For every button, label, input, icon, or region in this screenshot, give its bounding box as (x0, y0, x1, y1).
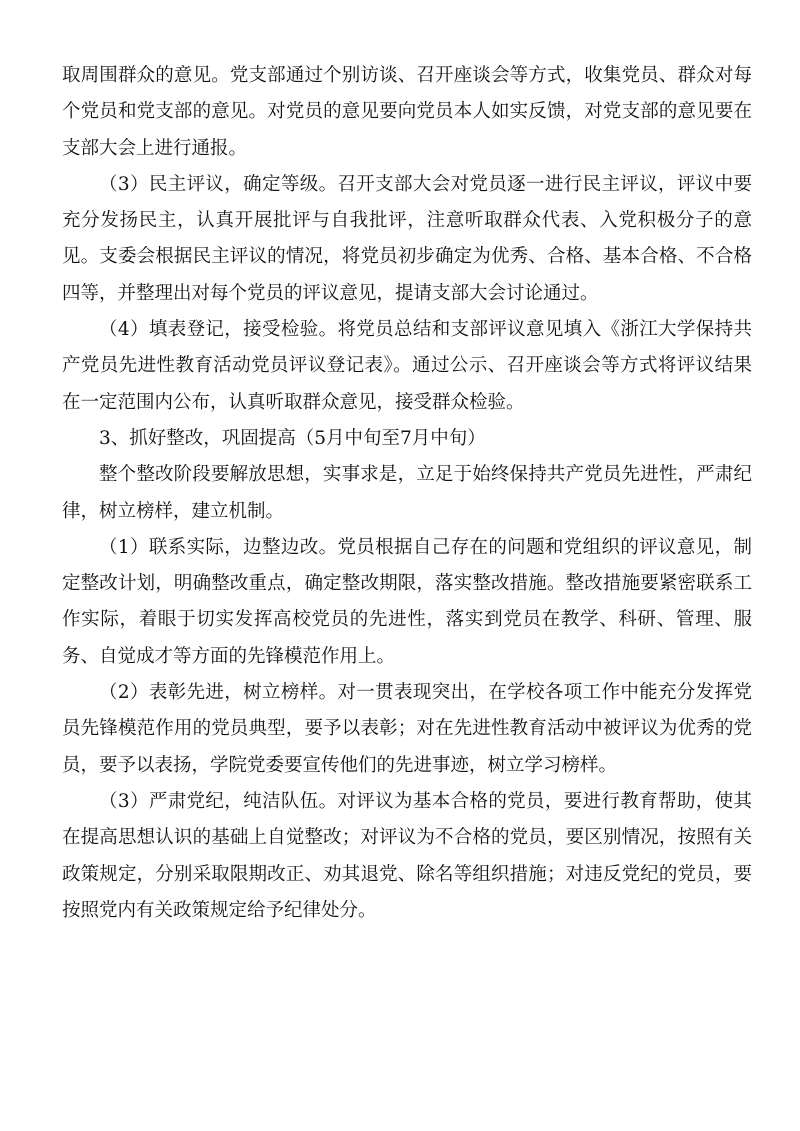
paragraph-commend-advanced: （2）表彰先进，树立榜样。对一贯表现突出，在学校各项工作中能充分发挥党员先锋模范作用的党员典型，要予以表彰；对在先进性教育活动中被评议为优秀的党员，要予以表扬，学院党委要宣传他们的先进事迹，树立学习榜样。 (62, 682, 752, 776)
paragraph-registration: （4）填表登记，接受检验。将党员总结和支部评议意见填入《浙江大学保持共产党员先进性教育活动党员评议登记表》。通过公示、召开座谈会等方式将评议结果在一定范围内公布，认真听取群众意见，接受群众检验。 (62, 319, 752, 413)
paragraph-rectification-overview: 整个整改阶段要解放思想，实事求是，立足于始终保持共产党员先进性，严肃纪律，树立榜样，建立机制。 (62, 464, 752, 522)
paragraph-link-practice: （1）联系实际，边整边改。党员根据自己存在的问题和党组织的评议意见，制定整改计划，明确整改重点，确定整改期限，落实整改措施。整改措施要紧密联系工作实际，着眼于切实发挥高校党员的先进性，落实到党员在教学、科研、管理、服务、自觉成才等方面的先锋模范作用上。 (62, 536, 752, 667)
section-heading-rectification: 3、抓好整改，巩固提高（5月中旬至7月中旬） (99, 427, 486, 449)
paragraph-party-discipline: （3）严肃党纪，纯洁队伍。对评议为基本合格的党员，要进行教育帮助，使其在提高思想认识的基础上自觉整改；对评议为不合格的党员，要区别情况，按照有关政策规定，分别采取限期改正、劝其退党、除名等组织措施；对违反党纪的党员，要按照党内有关政策规定给予纪律处分。 (62, 790, 752, 921)
paragraph-democratic-evaluation: （3）民主评议，确定等级。召开支部大会对党员逐一进行民主评议，评议中要充分发扬民主，认真开展批评与自我批评，注意听取群众代表、入党积极分子的意见。支委会根据民主评议的情况，将党员初步确定为优秀、合格、基本合格、不合格四等，并整理出对每个党员的评议意见，提请支部大会讨论通过。 (62, 173, 752, 304)
document-body (62, 58, 752, 929)
paragraph-continuation: 取周围群众的意见。党支部通过个别访谈、召开座谈会等方式，收集党员、群众对每个党员和党支部的意见。对党员的意见要向党员本人如实反馈，对党支部的意见要在支部大会上进行通报。 (62, 65, 752, 159)
